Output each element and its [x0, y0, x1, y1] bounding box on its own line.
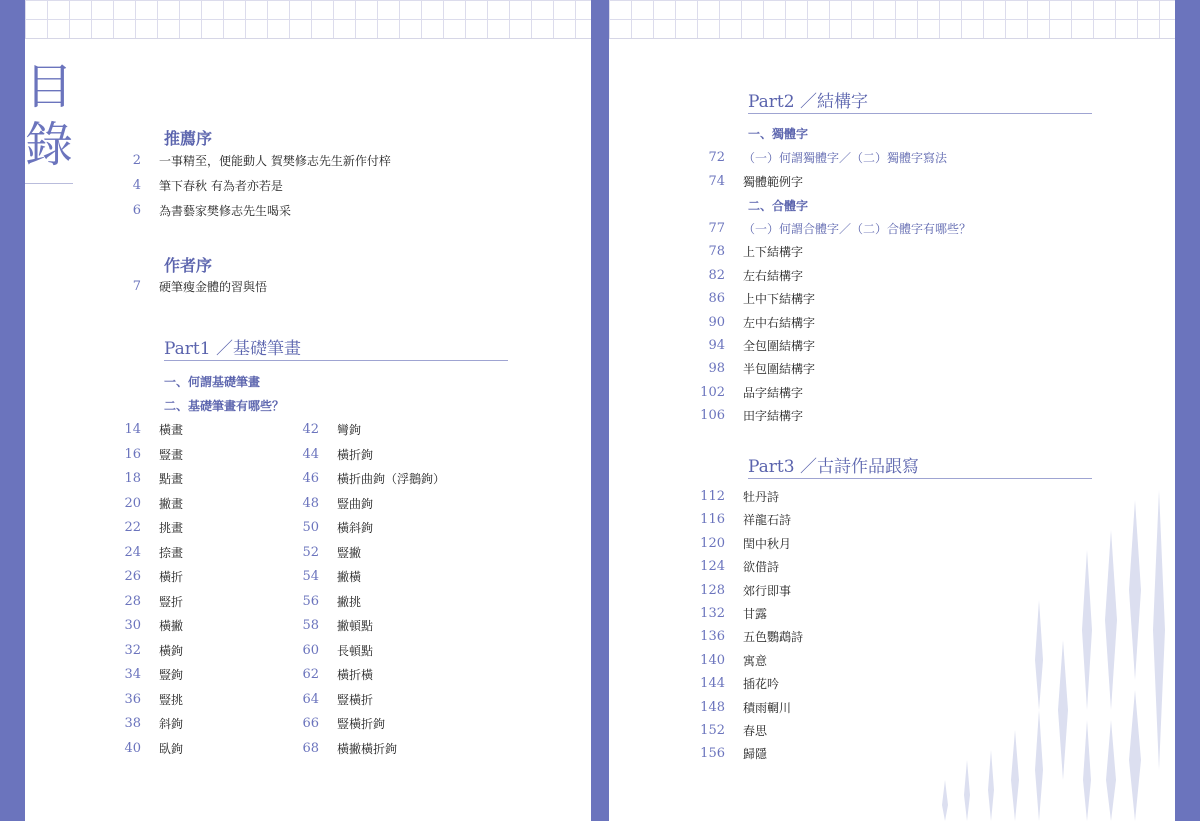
page-number: 102 [700, 384, 725, 400]
part2-subheading-2[interactable]: 二、合體字 [748, 199, 809, 213]
page-number: 2 [132, 153, 141, 168]
page-number: 136 [700, 629, 725, 645]
page-number: 28 [124, 593, 141, 609]
page-number: 98 [708, 361, 725, 377]
page-number: 52 [302, 544, 319, 560]
entry-title: 欲借詩 [743, 560, 780, 575]
page-number: 106 [700, 408, 725, 424]
entry-title: 橫折 [159, 570, 184, 584]
page-number: 64 [302, 691, 319, 707]
page-number: 6 [132, 203, 141, 218]
page-number: 124 [700, 559, 725, 575]
entry-title: 祥龍石詩 [743, 513, 792, 528]
page-number: 24 [124, 544, 141, 560]
part1-subheading-2[interactable]: 二、基礎筆畫有哪些？ [164, 399, 285, 413]
part2-title: Part2 ／結構字 [748, 92, 868, 112]
entry-title: 左中右結構字 [743, 315, 816, 330]
entry-title: 硬筆瘦金體的習與悟 [159, 280, 268, 294]
page-number: 152 [700, 723, 725, 738]
grid-header [609, 0, 1175, 39]
page-number: 36 [124, 691, 141, 707]
entry-title: 為書藝家樊修志先生喝采 [159, 204, 292, 218]
right-page [609, 0, 1175, 821]
entry-title: 寓意 [743, 653, 768, 668]
entry-title: 彎鉤 [337, 423, 362, 437]
entry-title: 春思 [743, 724, 768, 738]
page-number: 48 [302, 495, 319, 511]
part1-rule [164, 360, 508, 361]
part1-title: Part1 ／基礎筆畫 [164, 339, 301, 359]
toc-heading-char: 錄 [25, 117, 74, 173]
page-number: 22 [124, 520, 141, 535]
page-number: 40 [124, 740, 141, 756]
page-number: 68 [302, 740, 319, 756]
page-number: 140 [700, 652, 725, 668]
entry-title: 全包圍結構字 [743, 339, 816, 353]
page-number: 60 [302, 642, 319, 658]
page-number: 14 [124, 422, 141, 437]
page-number: 66 [302, 716, 319, 731]
part2-rule [748, 113, 1092, 114]
page-number: 20 [124, 495, 141, 511]
entry-title: 閏中秋月 [743, 536, 792, 551]
page-number: 26 [124, 569, 141, 584]
entry-title: 品字結構字 [743, 385, 804, 400]
page-number: 132 [700, 606, 725, 621]
page-number: 94 [708, 338, 725, 353]
entry-title: 豎折 [159, 594, 184, 609]
page-number: 50 [302, 520, 319, 535]
entry-title: 豎畫 [159, 447, 184, 462]
entry-title: 豎橫折鉤 [337, 717, 386, 731]
section-title-recommendations: 推薦序 [164, 129, 213, 148]
page-number: 34 [124, 667, 141, 682]
entry-title: 五色鸚鵡詩 [743, 630, 804, 645]
page-number: 116 [700, 512, 725, 528]
entry-title: 長頓點 [337, 643, 374, 658]
entry-title: 挑畫 [159, 521, 184, 535]
entry-title: 豎鉤 [159, 668, 184, 682]
entry-title: 左右結構字 [743, 268, 804, 283]
page-number: 58 [302, 618, 319, 633]
page-number: 62 [302, 667, 319, 682]
page-number: 128 [700, 582, 725, 598]
entry-title: 橫畫 [159, 423, 184, 437]
page-number: 86 [708, 291, 725, 307]
entry-title: 積雨輞川 [743, 700, 792, 715]
page-number: 144 [700, 676, 725, 692]
page-number: 46 [302, 471, 319, 486]
entry-title: 豎曲鉤 [337, 496, 374, 511]
entry-title: （一）何謂合體字／（二）合體字有哪些？ [743, 222, 972, 236]
entry-title: 撇挑 [337, 594, 362, 609]
page-number: 7 [132, 279, 141, 294]
page-number: 30 [124, 618, 141, 633]
section-title-author-preface: 作者序 [164, 256, 213, 275]
part1-subheading-1[interactable]: 一、何謂基礎筆畫 [164, 375, 261, 389]
entry-title: 橫斜鉤 [337, 521, 374, 535]
entry-title: 橫撇橫折鉤 [337, 741, 398, 756]
entry-title: 筆下春秋 有為者亦若是 [159, 179, 283, 193]
entry-title: 橫撇 [159, 619, 184, 633]
page-number: 54 [302, 569, 319, 584]
part3-rule [748, 478, 1092, 479]
entry-title: 上下結構字 [743, 245, 804, 260]
page-number: 56 [302, 593, 319, 609]
page-number: 42 [302, 422, 319, 437]
page-number: 16 [124, 446, 141, 462]
page-number: 156 [700, 746, 725, 762]
entry-title: 斜鉤 [159, 717, 184, 731]
page-number: 82 [708, 267, 725, 283]
entry-title: 郊行即事 [743, 583, 792, 598]
entry-title: 捺畫 [159, 545, 184, 560]
entry-title: 歸隱 [743, 747, 768, 762]
page-number: 90 [708, 314, 725, 330]
grid-header [25, 0, 591, 39]
entry-title: 豎撇 [337, 545, 362, 560]
page-number: 77 [708, 221, 725, 236]
page-number: 74 [708, 173, 725, 189]
page-number: 38 [124, 716, 141, 731]
entry-title: 獨體範例字 [743, 174, 804, 189]
page-number: 4 [132, 178, 141, 193]
entry-title: 一事精至，便能動人 賀樊修志先生新作付梓 [159, 154, 391, 168]
entry-title: 橫折曲鉤（浮鵝鉤） [337, 472, 446, 486]
entry-title: 橫折橫 [337, 668, 374, 682]
entry-title: 撇橫 [337, 570, 362, 584]
page-number: 112 [700, 489, 725, 504]
entry-title: 上中下結構字 [743, 292, 816, 307]
left-page [25, 0, 591, 821]
entry-title: 甘露 [743, 607, 768, 621]
entry-title: 撇畫 [159, 496, 184, 511]
part2-subheading-1[interactable]: 一、獨體字 [748, 127, 809, 141]
entry-title: 牡丹詩 [743, 490, 780, 504]
page-number: 120 [700, 535, 725, 551]
toc-heading-underline [25, 183, 73, 184]
entry-title: 點畫 [159, 472, 184, 486]
entry-title: 橫折鉤 [337, 447, 374, 462]
entry-title: 豎挑 [159, 692, 184, 707]
entry-title: 豎橫折 [337, 692, 374, 707]
entry-title: （一）何謂獨體字／（二）獨體字寫法 [743, 151, 948, 165]
page-number: 18 [124, 471, 141, 486]
page-number: 78 [708, 244, 725, 260]
page-number: 72 [708, 150, 725, 165]
decorative-brush-pattern [929, 480, 1175, 821]
entry-title: 田字結構字 [743, 409, 804, 424]
entry-title: 臥鉤 [159, 741, 184, 756]
entry-title: 撇頓點 [337, 619, 374, 633]
page-number: 148 [700, 699, 725, 715]
toc-heading-char: 目 [25, 59, 74, 115]
part3-title: Part3 ／古詩作品跟寫 [748, 457, 919, 477]
page-number: 32 [124, 642, 141, 658]
entry-title: 插花吟 [743, 677, 780, 692]
page-number: 44 [302, 446, 319, 462]
entry-title: 橫鉤 [159, 643, 184, 658]
entry-title: 半包圍結構字 [743, 362, 816, 377]
toc-heading [25, 58, 73, 174]
